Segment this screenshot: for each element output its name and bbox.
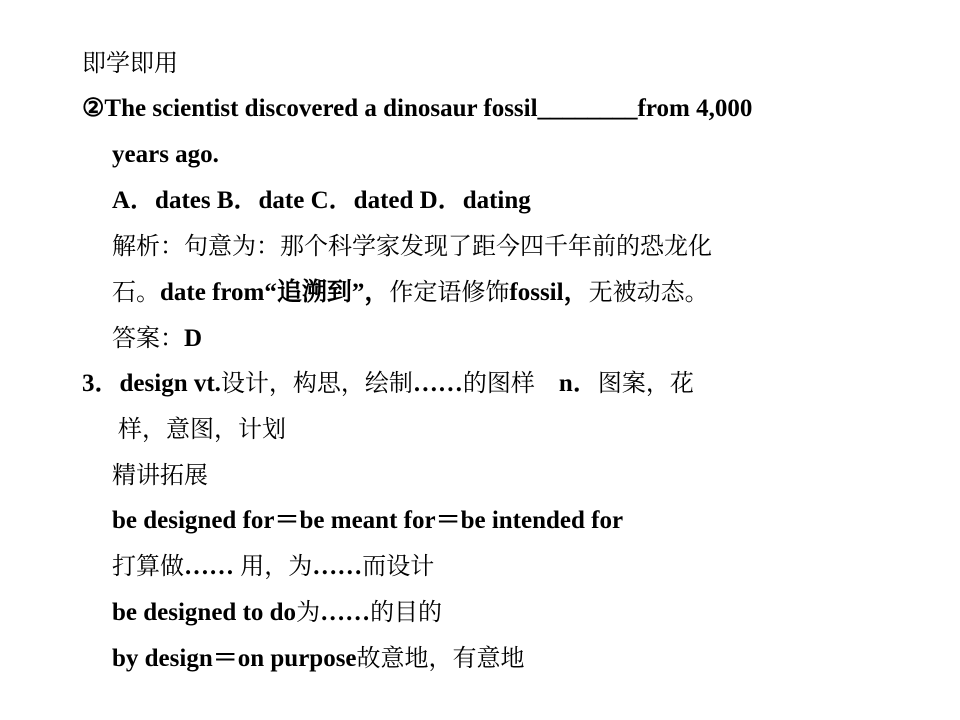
- phrase-4-en: by design＝on purpose: [112, 645, 357, 672]
- item3-meaning-2: 的图样: [462, 369, 559, 397]
- heading: [82, 48, 178, 79]
- analysis-en: date from: [160, 279, 265, 306]
- phrase-4-cjk: 故意地，有意地: [356, 644, 525, 672]
- section-title: [112, 460, 208, 491]
- phrase-3-en-2: ……: [320, 599, 371, 626]
- item3-line-2-text: 样，意图，计划: [118, 415, 286, 443]
- section-title-text: 精讲拓展: [112, 461, 208, 489]
- phrase-1: be designed for＝be meant for＝be intended for: [112, 507, 624, 534]
- analysis-cjk-mid: 作定语修饰: [389, 278, 510, 306]
- item3-number: 3．: [82, 370, 120, 397]
- phrase-2-cjk-2: 用，为: [240, 552, 313, 580]
- item3-pos-n: n．: [558, 370, 598, 397]
- question-options: A．dates B．date C．dated D．dating: [112, 187, 531, 214]
- answer-value: D: [184, 325, 203, 352]
- answer-label: 答案：: [112, 324, 184, 352]
- analysis-line-2: [112, 277, 709, 308]
- phrase-4: [112, 643, 525, 674]
- item3-meaning-3: 图案，花: [597, 369, 694, 397]
- phrase-3-cjk-1: 为: [296, 598, 321, 626]
- question-line-2: years ago.: [112, 141, 219, 168]
- item3-line-2: [118, 414, 286, 445]
- item3-ellipsis: ……: [412, 370, 463, 397]
- item3-word: design vt.: [119, 370, 221, 397]
- analysis-quote: “追溯到”，: [264, 279, 390, 306]
- analysis-line-1: [112, 231, 712, 262]
- phrase-3: [112, 597, 442, 628]
- phrase-3-cjk-2: 的目的: [370, 598, 443, 626]
- phrase-3-en: be designed to do: [112, 599, 297, 626]
- phrase-2-en-1: ……: [184, 553, 241, 580]
- analysis-text: 解析：句意为：那个科学家发现了距今四千年前的恐龙化: [112, 232, 712, 260]
- phrase-2-en-2: ……: [312, 553, 363, 580]
- answer-line: [112, 323, 202, 354]
- analysis-en-2: fossil，: [509, 279, 589, 306]
- analysis-cjk-end: 无被动态。: [588, 278, 709, 306]
- item3-line-1: [82, 368, 694, 399]
- item3-meaning-1: 设计，构思，绘制: [220, 369, 413, 397]
- phrase-2-cjk-3: 而设计: [362, 552, 435, 580]
- phrase-2: [112, 551, 434, 582]
- heading-text: 即学即用: [82, 49, 178, 77]
- phrase-2-cjk-1: 打算做: [112, 552, 184, 580]
- question-line-1: ②The scientist discovered a dinosaur fossil________from 4,000: [82, 95, 753, 122]
- analysis-cjk-start: 石。: [112, 278, 160, 306]
